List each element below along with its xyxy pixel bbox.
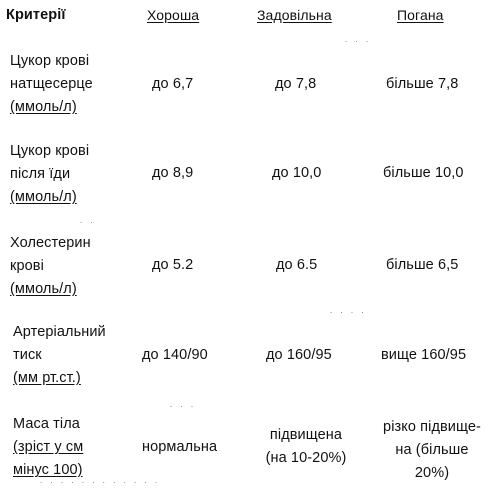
value-good: до 140/90 (142, 347, 208, 363)
criterion-line: тиск (13, 347, 42, 363)
criterion-unit: (мм рт.ст.) (13, 370, 81, 386)
value-satisfactory (256, 424, 356, 470)
scan-artifact: . . . (170, 400, 197, 409)
value-good: до 5.2 (152, 257, 194, 273)
header-poor: Погана (397, 7, 444, 23)
header-criteria: Критерії (6, 7, 66, 23)
criterion-unit: (ммоль/л) (10, 189, 77, 205)
criterion-line: Цукор крові (10, 143, 90, 159)
criterion-line: Артеріальний (13, 324, 106, 340)
value-poor: більше 7,8 (386, 76, 459, 92)
criterion-blood-sugar-fasting (10, 50, 93, 119)
criterion-unit: (ммоль/л) (10, 281, 77, 297)
value-good: до 6,7 (152, 76, 194, 92)
criterion-line: Цукор крові (10, 53, 90, 69)
criterion-line: мінус 100) (13, 462, 83, 478)
value-poor: вище 160/95 (381, 347, 467, 363)
criterion-blood-pressure (13, 321, 106, 390)
value-line: 20%) (414, 465, 450, 481)
criterion-line: натщесерце (10, 76, 93, 92)
criterion-line: (зріст у см (13, 439, 84, 455)
value-good: до 8,9 (152, 165, 194, 181)
value-poor (374, 416, 490, 485)
criterion-body-weight (13, 413, 83, 482)
value-line: (на 10-20%) (265, 450, 347, 466)
value-satisfactory: до 160/95 (266, 347, 332, 363)
criterion-line: Маса тіла (13, 416, 80, 432)
value-good: нормальна (142, 439, 218, 455)
criterion-blood-sugar-after-meal (10, 140, 89, 209)
value-poor: більше 10,0 (383, 165, 464, 181)
value-satisfactory: до 6.5 (276, 257, 318, 273)
header-good: Хороша (147, 7, 200, 23)
scan-artifact: . . . . (330, 306, 367, 315)
header-satisfactory: Задовільна (257, 7, 332, 23)
criterion-line: крові (10, 258, 44, 274)
value-line: на (більше (395, 442, 469, 458)
scan-artifact: . . . . . . . . . . . . (40, 476, 161, 485)
criterion-cholesterol (10, 232, 91, 301)
scan-artifact: . . . (345, 35, 372, 44)
scan-artifact: . . (80, 216, 96, 225)
criterion-line: Холестерин (10, 235, 91, 251)
criterion-unit: (ммоль/л) (10, 99, 77, 115)
criterion-line: після їди (10, 166, 71, 182)
value-line: різко підвище- (383, 419, 481, 435)
value-satisfactory: до 7,8 (275, 76, 317, 92)
value-satisfactory: до 10,0 (272, 165, 322, 181)
value-line: підвищена (269, 427, 343, 443)
value-poor: більше 6,5 (386, 257, 459, 273)
